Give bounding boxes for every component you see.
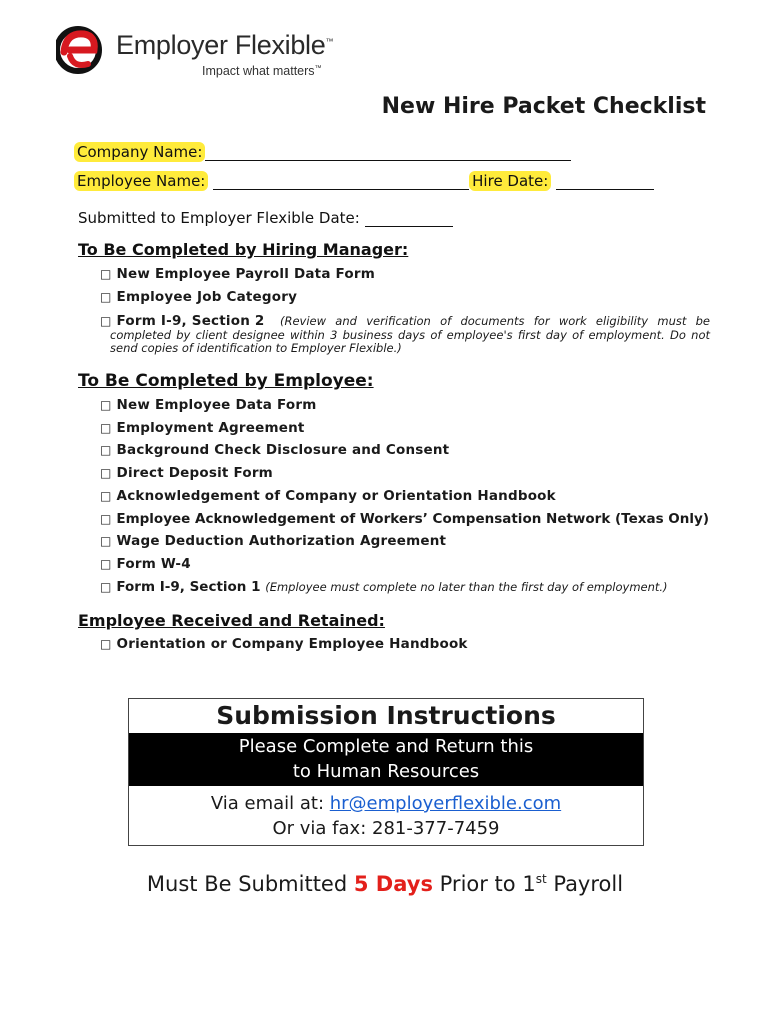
checkbox-icon[interactable]: □ [100, 398, 112, 412]
checklist-item[interactable]: □ Form I-9, Section 1 (Employee must complete no later than the first day of employment.) [100, 579, 668, 595]
checklist-item[interactable]: □ Employee Acknowledgement of Workers’ Compensation Network (Texas Only) [100, 511, 709, 527]
checkbox-icon[interactable]: □ [100, 580, 112, 594]
checklist-item[interactable]: □ Form W-4 [100, 556, 191, 572]
checkbox-icon[interactable]: □ [100, 314, 112, 328]
checkbox-icon[interactable]: □ [100, 637, 112, 651]
email-link[interactable]: hr@employerflexible.com [329, 793, 562, 814]
checklist-item[interactable]: □ Form I-9, Section 2 [100, 313, 265, 329]
checkbox-icon[interactable]: □ [100, 267, 112, 281]
checkbox-icon[interactable]: □ [100, 534, 112, 548]
submission-contact [129, 791, 643, 841]
checkbox-icon[interactable]: □ [100, 443, 112, 457]
checklist-item[interactable]: □ Direct Deposit Form [100, 465, 273, 481]
fax-line: Or via fax: 281-377-7459 [272, 818, 500, 839]
checklist-item[interactable]: □ Wage Deduction Authorization Agreement [100, 533, 447, 549]
checklist-item[interactable]: □ Employment Agreement [100, 420, 305, 436]
checklist-item[interactable]: □ Background Check Disclosure and Consent [100, 442, 450, 458]
company-name-label: Company Name: [74, 142, 205, 162]
hiring-manager-heading: To Be Completed by Hiring Manager: [78, 240, 409, 259]
employee-name-line[interactable] [213, 175, 469, 190]
submitted-date-field[interactable] [78, 209, 453, 227]
submitted-date-line[interactable] [365, 212, 453, 227]
company-name-field[interactable] [74, 143, 571, 161]
submitted-date-label: Submitted to Employer Flexible Date: [78, 209, 360, 227]
checklist-item[interactable]: □ Employee Job Category [100, 289, 298, 305]
checkbox-icon[interactable]: □ [100, 489, 112, 503]
checklist-item[interactable]: □ New Employee Data Form [100, 397, 317, 413]
checklist-item[interactable]: □ Orientation or Company Employee Handbook [100, 636, 468, 652]
retained-heading: Employee Received and Retained: [78, 611, 385, 630]
submission-title: Submission Instructions [216, 701, 556, 730]
employee-name-label: Employee Name: [74, 171, 208, 191]
checkbox-icon[interactable]: □ [100, 466, 112, 480]
brand-tagline: Impact what matters™ [202, 64, 322, 78]
brand-name: Employer Flexible™ [116, 30, 334, 60]
deadline-notice: Must Be Submitted 5 Days Prior to 1st Payroll [146, 872, 624, 896]
hire-date-line[interactable] [556, 175, 654, 190]
company-name-line[interactable] [205, 146, 571, 161]
checklist-item[interactable]: □ Acknowledgement of Company or Orientation Handbook [100, 488, 556, 504]
checkbox-icon[interactable]: □ [100, 557, 112, 571]
submission-band [129, 733, 643, 786]
checkbox-icon[interactable]: □ [100, 290, 112, 304]
employee-heading: To Be Completed by Employee: [78, 371, 374, 391]
band-line-1: Please Complete and Return this [238, 736, 534, 757]
email-prefix: Via email at: [210, 793, 325, 814]
employee-name-field[interactable] [74, 172, 654, 190]
page-title: New Hire Packet Checklist [381, 94, 706, 119]
checkbox-icon[interactable]: □ [100, 512, 112, 526]
i9-section1-note: (Employee must complete no later than the first day of employment.) [265, 580, 668, 594]
submission-instructions-box [128, 698, 644, 846]
checkbox-icon[interactable]: □ [100, 421, 112, 435]
deadline-days: 5 Days [353, 872, 433, 896]
hire-date-label: Hire Date: [469, 171, 551, 191]
checklist-item[interactable]: □ New Employee Payroll Data Form [100, 266, 376, 282]
i9-section2-note: (Review and verification of documents for work eligibility must be completed by client designee within 3 business days of employee's first day of employment. Do not send copies of identification to Employer Flexible.) [110, 314, 710, 355]
band-line-2: to Human Resources [292, 761, 480, 782]
